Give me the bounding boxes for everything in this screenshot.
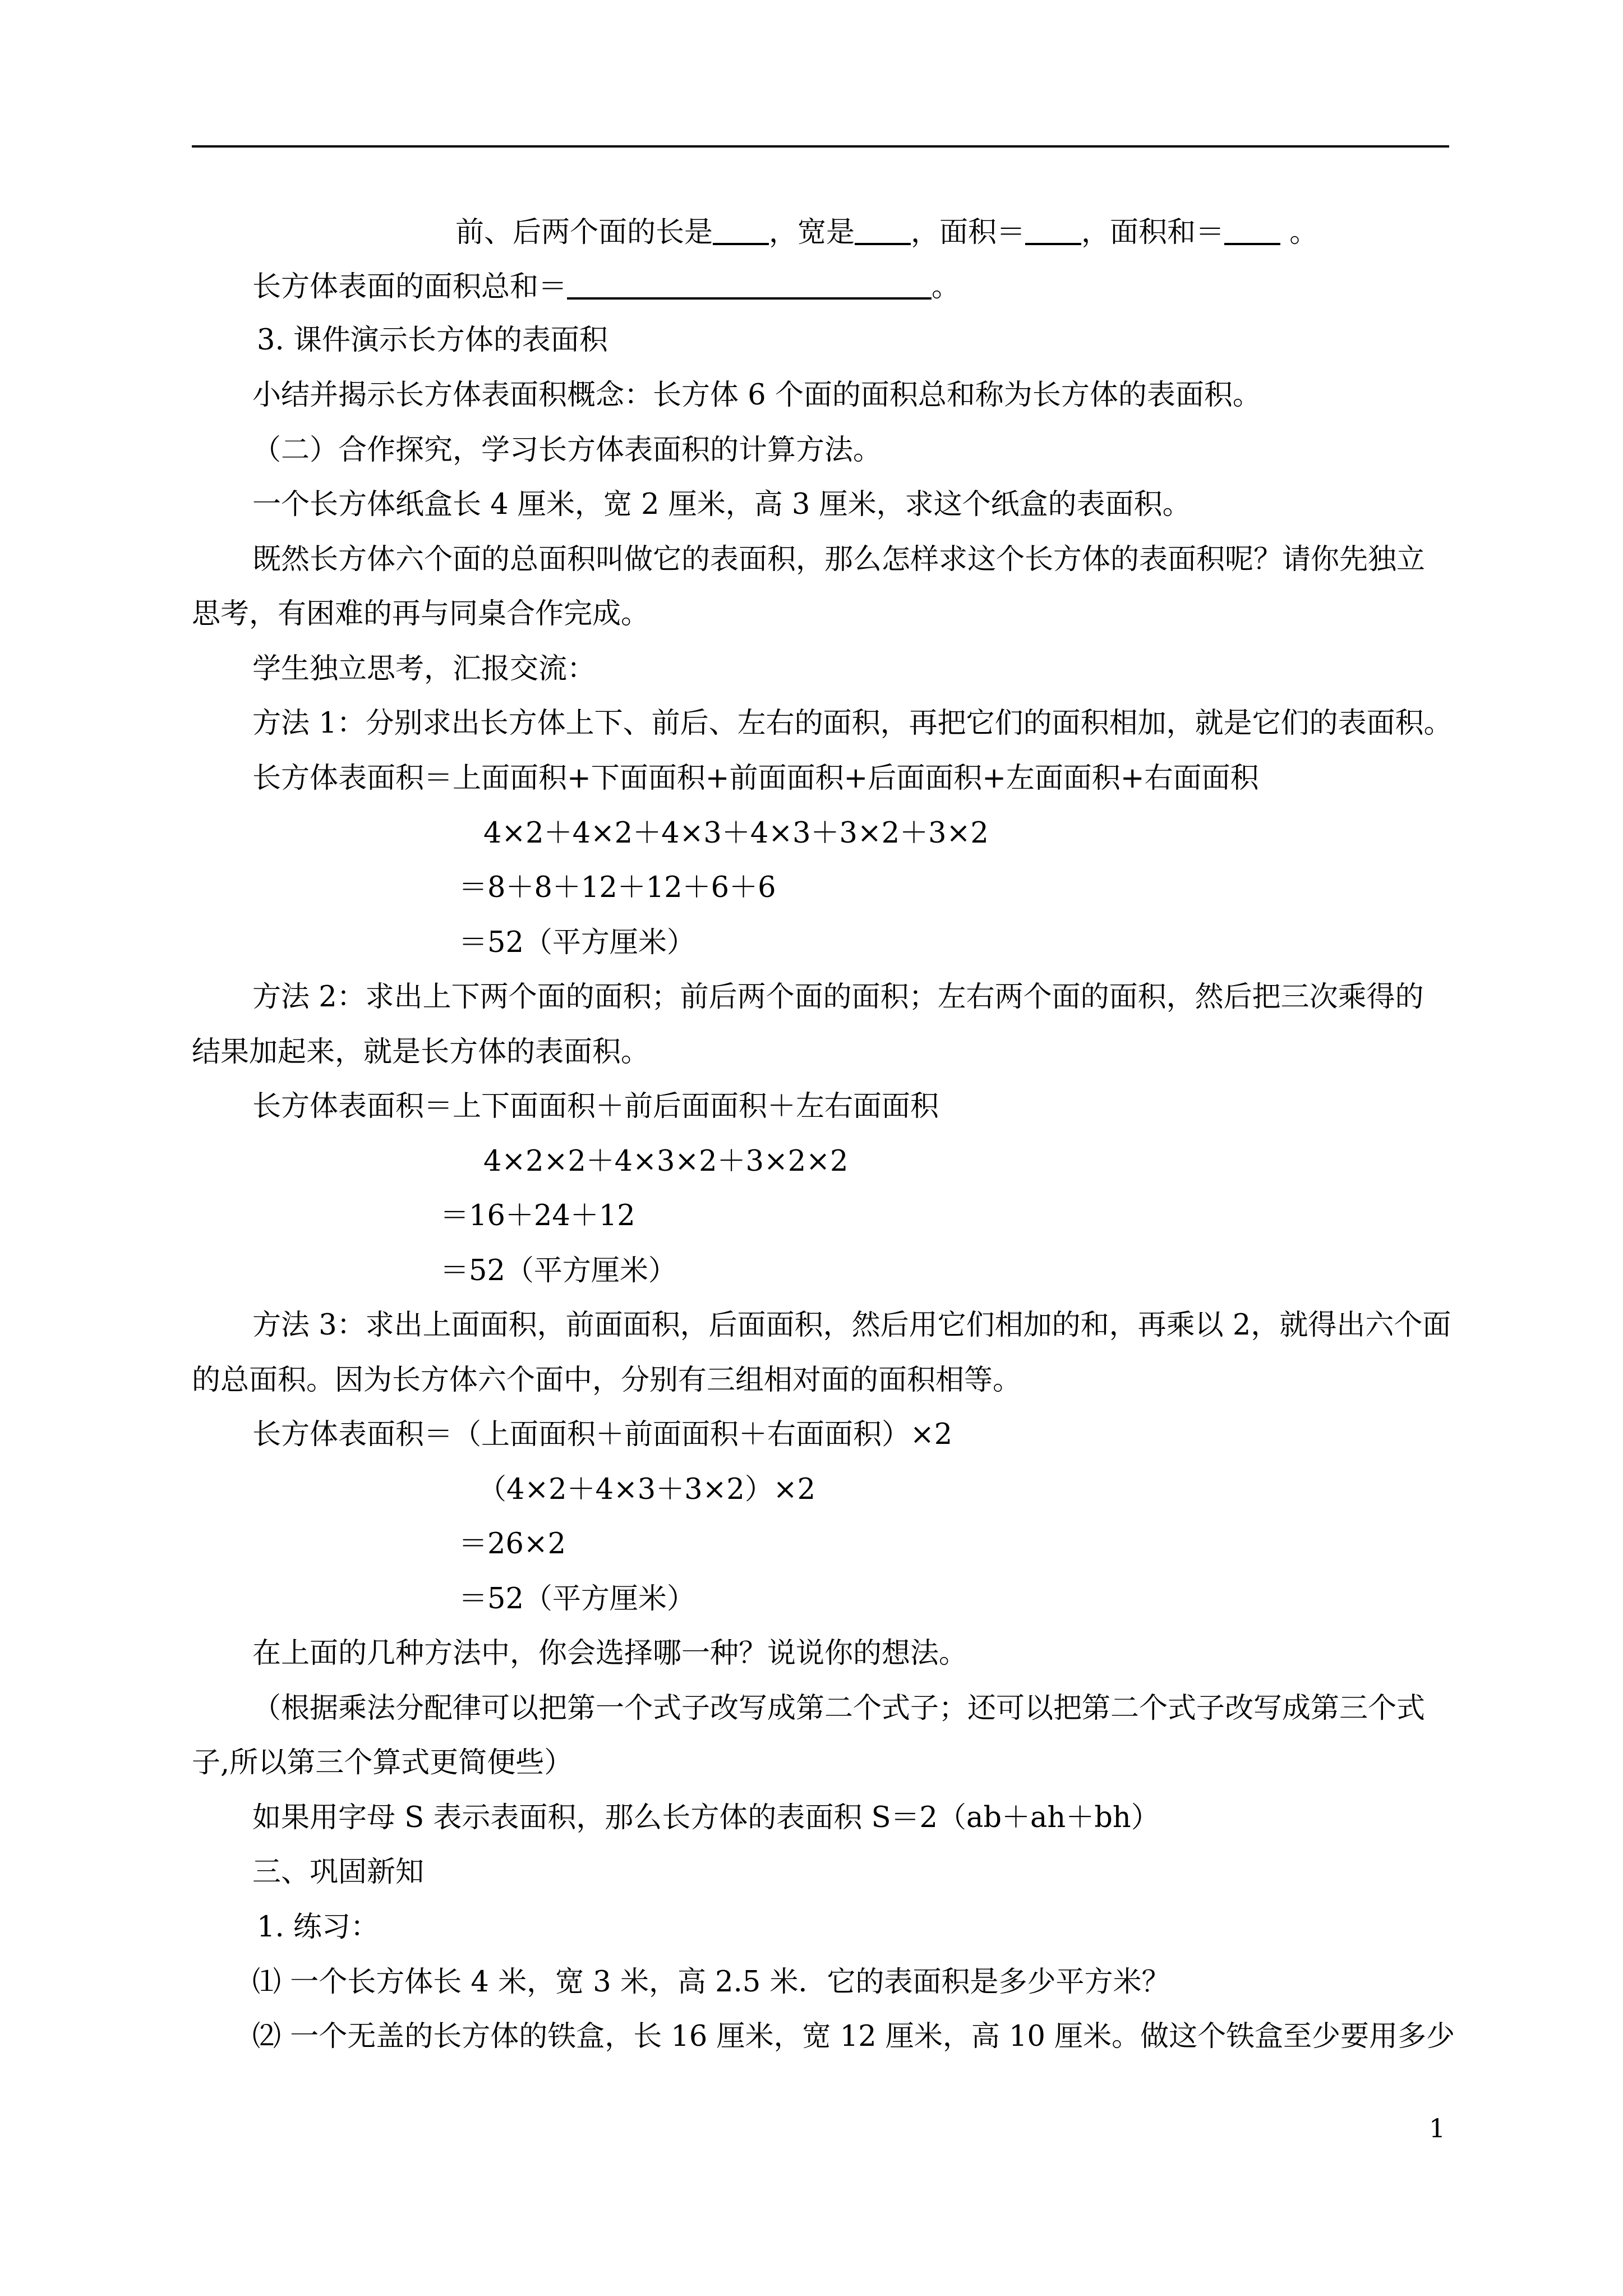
header-rule xyxy=(192,145,1449,148)
step-heading: 3. 课件演示长方体的表面积 xyxy=(257,324,608,357)
calculation-line: （4×2＋4×3＋3×2）×2 xyxy=(478,1473,816,1506)
blank-area-sum[interactable] xyxy=(1224,210,1280,245)
calculation-result: ＝52（平方厘米） xyxy=(459,1582,695,1616)
explanation-line: （根据乘法分配律可以把第一个式子改写成第二个式子；还可以把第二个式子改写成第三个式 xyxy=(252,1692,1426,1725)
calculation-result: ＝52（平方厘米） xyxy=(459,926,695,959)
text-segment: 长方体表面的面积总和＝ xyxy=(252,270,568,303)
text-segment: ，面积和＝ xyxy=(1081,216,1225,249)
calculation-line: ＝8＋8＋12＋12＋6＋6 xyxy=(459,871,776,904)
blank-length[interactable] xyxy=(713,210,769,245)
question-line: 在上面的几种方法中，你会选择哪一种？说说你的想法。 xyxy=(252,1637,968,1670)
blank-width[interactable] xyxy=(855,210,911,245)
text-segment: 。 xyxy=(1280,216,1318,249)
exercise-item: ⑵ 一个无盖的长方体的铁盒，长 16 厘米，宽 12 厘米，高 10 厘米。做这个铁盒至少要用多少 xyxy=(252,2020,1455,2053)
problem-statement: 一个长方体纸盒长 4 厘米，宽 2 厘米，高 3 厘米，求这个纸盒的表面积。 xyxy=(252,488,1191,521)
paragraph-line: 思考，有困难的再与同桌合作完成。 xyxy=(192,597,650,631)
paragraph-line: 的总面积。因为长方体六个面中，分别有三组相对面的面积相等。 xyxy=(192,1364,1022,1397)
text-segment: ，宽是 xyxy=(769,216,855,249)
calculation-line: 4×2×2＋4×3×2＋3×2×2 xyxy=(483,1145,849,1178)
calculation-line: ＝26×2 xyxy=(459,1527,566,1561)
fill-blank-line-front-back xyxy=(455,205,1318,261)
text-segment: 前、后两个面的长是 xyxy=(455,216,713,249)
paragraph-line: 既然长方体六个面的总面积叫做它的表面积，那么怎样求这个长方体的表面积呢？请你先独立 xyxy=(252,543,1426,576)
exercise-item: ⑴ 一个长方体长 4 米，宽 3 米，高 2.5 米．它的表面积是多少平方米？ xyxy=(252,1966,1170,1999)
calculation-result: ＝52（平方厘米） xyxy=(440,1254,677,1287)
method-2-description: 方法 2：求出上下两个面的面积；前后两个面的面积；左右两个面的面积，然后把三次乘得的 xyxy=(252,981,1424,1014)
section-heading: 三、巩固新知 xyxy=(252,1856,425,1889)
fill-blank-line-total xyxy=(252,259,960,315)
method-1-description: 方法 1：分别求出长方体上下、前后、左右的面积，再把它们的面积相加，就是它们的表面积。 xyxy=(252,707,1453,740)
text-segment: ，面积＝ xyxy=(911,216,1026,249)
blank-area[interactable] xyxy=(1025,210,1081,245)
section-heading: （二）合作探究，学习长方体表面积的计算方法。 xyxy=(252,434,882,467)
formula-line: 长方体表面积＝（上面面积＋前面面积＋右面面积）×2 xyxy=(252,1418,953,1451)
paragraph-line: 结果加起来，就是长方体的表面积。 xyxy=(192,1036,650,1069)
formula-line: 长方体表面积＝上面面积+下面面积+前面面积+后面面积+左面面积+右面面积 xyxy=(252,762,1259,795)
exercise-heading: 1. 练习： xyxy=(257,1911,379,1944)
blank-total-area[interactable] xyxy=(567,265,932,300)
page-number: 1 xyxy=(1429,2113,1446,2143)
paragraph-line: 学生独立思考，汇报交流： xyxy=(252,652,596,685)
method-3-description: 方法 3：求出上面面积，前面面积，后面面积，然后用它们相加的和，再乘以 2，就得出六个面 xyxy=(252,1309,1451,1342)
formula-line: 长方体表面积＝上下面面积＋前后面面积＋左右面面积 xyxy=(252,1090,939,1123)
calculation-line: ＝16＋24＋12 xyxy=(440,1199,635,1232)
summary-paragraph: 小结并揭示长方体表面积概念：长方体 6 个面的面积总和称为长方体的表面积。 xyxy=(252,379,1261,412)
formula-summary: 如果用字母 S 表示表面积，那么长方体的表面积 S＝2（ab＋ah＋bh） xyxy=(252,1801,1160,1834)
text-segment: 。 xyxy=(932,270,961,303)
calculation-line: 4×2＋4×2＋4×3＋4×3＋3×2＋3×2 xyxy=(483,817,989,850)
explanation-line: 子,所以第三个算式更简便些） xyxy=(192,1746,573,1779)
